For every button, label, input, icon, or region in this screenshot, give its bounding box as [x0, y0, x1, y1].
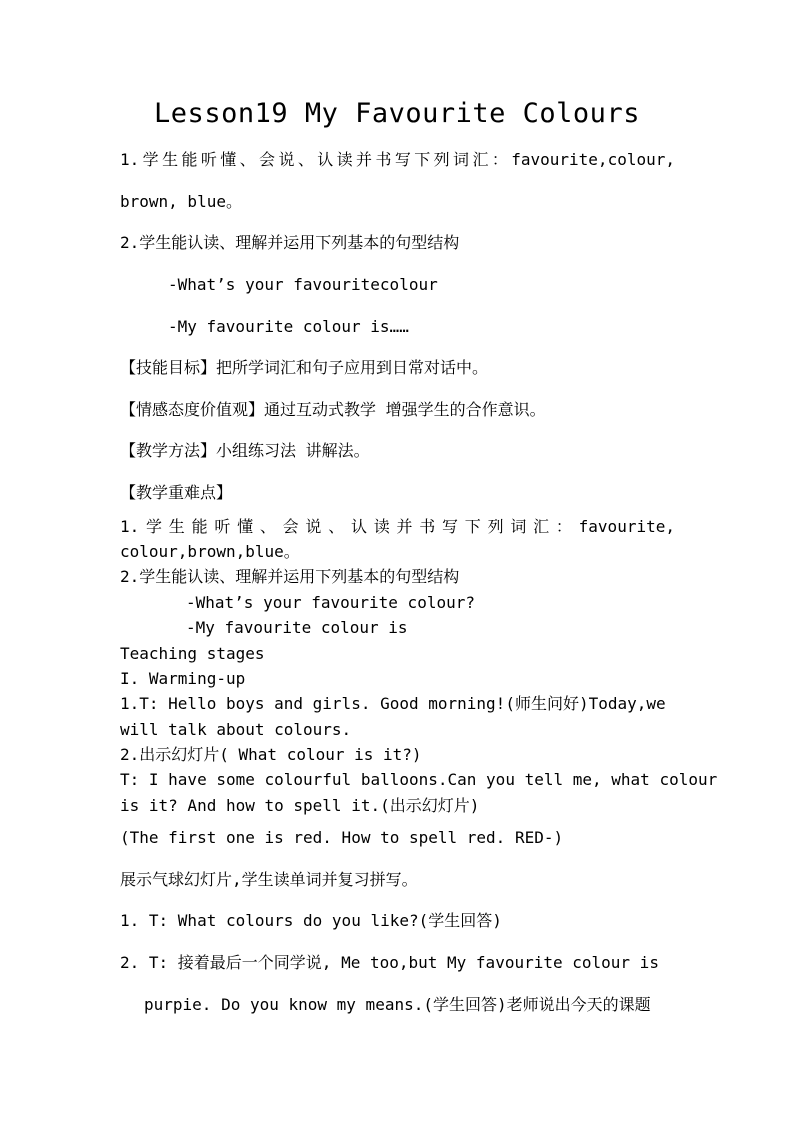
sentence-pattern-2: -My favourite colour is…… [168, 317, 409, 336]
warming-up-step-1: 1.T: Hello boys and girls. Good morning!(师生问好)Today,we [120, 694, 666, 713]
example-answer: (The first one is red. How to spell red. RED-) [120, 828, 564, 847]
question-step-2: 2. T: 接着最后一个同学说, Me too,but My favourite colour is [120, 953, 659, 972]
key-point-line-3: 2.学生能认读、理解并运用下列基本的句型结构 [120, 567, 460, 586]
question-step-1: 1. T: What colours do you like?(学生回答) [120, 911, 502, 930]
objective-line-2: brown, blue。 [120, 192, 242, 211]
key-point-line-1: 1.学生能听懂、会说、认读并书写下列词汇：favourite, [120, 517, 675, 536]
warming-up-step-1-cont: will talk about colours. [120, 720, 352, 739]
slide-activity: 展示气球幻灯片,学生读单词并复习拼写。 [120, 870, 418, 889]
attitude-goal: 【情感态度价值观】通过互动式教学 增强学生的合作意识。 [120, 400, 546, 419]
objective-line-3: 2.学生能认读、理解并运用下列基本的句型结构 [120, 233, 460, 252]
question-step-2-cont: purpie. Do you know my means.(学生回答)老师说出今天的课题 [144, 995, 651, 1014]
skill-goal: 【技能目标】把所学词汇和句子应用到日常对话中。 [120, 358, 489, 377]
teaching-method: 【教学方法】小组练习法 讲解法。 [120, 441, 370, 460]
teaching-stages-heading: Teaching stages [120, 644, 265, 663]
teacher-question-line-2: is it? And how to spell it.(出示幻灯片) [120, 796, 480, 815]
teacher-question-line-1: T: I have some colourful balloons.Can you tell me, what colour [120, 770, 718, 789]
key-point-pattern-1: -What’s your favourite colour? [186, 593, 475, 612]
key-point-pattern-2: -My favourite colour is [186, 618, 408, 637]
key-point-line-2: colour,brown,blue。 [120, 542, 300, 561]
objective-line-1: 1.学生能听懂、会说、认读并书写下列词汇：favourite,colour, [120, 150, 675, 169]
warming-up-heading: I. Warming-up [120, 669, 246, 688]
warming-up-step-2: 2.出示幻灯片( What colour is it?) [120, 745, 422, 764]
key-points-heading: 【教学重难点】 [120, 483, 233, 502]
document-title: Lesson19 My Favourite Colours [154, 98, 640, 129]
sentence-pattern-1: -What’s your favouritecolour [168, 275, 438, 294]
